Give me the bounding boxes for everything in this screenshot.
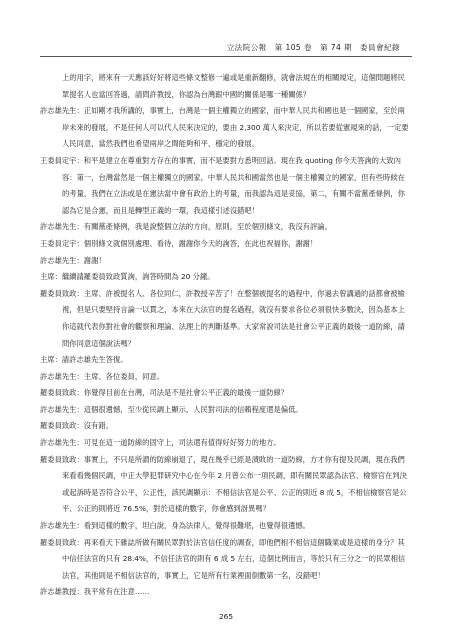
- transcript-paragraph: 許志雄先生：可見在這一道防線的固守上，司法還有值得好好努力的地方。: [40, 438, 281, 448]
- transcript-paragraph: 許志雄先生：謝謝！: [40, 255, 106, 265]
- transcript-paragraph: 羅委員致政：沒有錯。: [40, 421, 113, 431]
- transcript-paragraph: 許志雄先生：這個很遺憾，至少從民調上顯示，人民對司法的信賴程度還是偏低。: [40, 404, 303, 414]
- transcript-paragraph: 主席：繼續請羅委員致政質詢，詢答時間為 20 分鐘。: [40, 272, 215, 282]
- transcript-paragraph: 羅委員致政：主席、許被提名人、各位同仁，許教授辛苦了！在整個被提名的過程中，你過去曾講過的話都會被檢視，但是只要堅持言論一以貫之，本來在大法官的提名過程，就沒有要求各位必須很快多數決，因為基本上你這就代表你對社會的觀察和理論、法理上的判斷基準。大家常說司法是社會公平正義的最後一道防線，請問你同意這個說法嗎？: [40, 288, 405, 348]
- transcript-paragraph: 王委員定宇：個別條文就個別處理、看待，謝謝你今天的詢答，在此也祝福你，謝謝！: [40, 238, 318, 248]
- transcript-paragraph: 主席：請許志雄先生答復。: [40, 355, 128, 365]
- transcript-paragraph: 羅委員致政：你覺得目前在台灣，司法是不是社會公平正義的最後一道防線？: [40, 388, 289, 398]
- transcript-paragraph: 羅委員致政：事實上，不只是所謂的防線崩退了，現在幾乎已經是潰敗的一道防線，方才你有提及民調，現在我們來看看幾個民調，中正大學犯罪研究中心在今年 2 月曾公布一項民調，即有關民眾認為法官、檢察官在判決或起訴時是否符合公平，公正性，該民調顯示：不相信法官是公平、公正的則近 8 成 5，不相信檢察官是公平、公正的則將近 76.5%，對於這樣的數字，你會感到訝異嗎？: [40, 454, 407, 514]
- transcript-paragraph: 羅委員致政：再來看天下雜誌所做有關民眾對於法官信任度的調查，即他們相不相信這個職業或是這樣的身分？其中信任法官的只有 28.4%，不信任法官的則有 6 成 5 左右，這個比例而言，等於只有三分之一的民眾相信法官，其他則是不相信法官的，事實上，它是所有行業裡面倒數第一名，沒錯吧！: [40, 537, 406, 580]
- transcript-paragraph: 上的用字，將來有一天應該好好將這些條文整修一遍或是重新翻修，就會法規在的相關規定，這個問題將民眾提名人也當回答過，請問許教授，你認為台灣跟中國的關係是哪一種關係？: [62, 73, 405, 99]
- transcript-paragraph: 許志雄教授：我平常有在注意……: [40, 587, 150, 597]
- page-number: 265: [218, 612, 234, 621]
- page-header: 立法院公報 第 105 卷 第 74 期 委員會紀錄: [226, 43, 400, 52]
- transcript-paragraph: 王委員定宇：和平是建立在尊重對方存在的事實，而不是要對方悉明回話。現在我 quoting 你今天答詢的大致內容：第一，台灣當然是一個主權獨立的國家，中華人民共和國當然也是一個主權獨立的國家，但有些時候在的考量，我們在立法或是在憲法當中會有政治上的考量，而我認為這是妥協，第二，有關不當黨產條例，你認為它是合憲，而且是轉型正義的一環，我這樣引述沒錯吧！: [40, 155, 405, 215]
- transcript-paragraph: 許志雄先生：有關黨產條例，我是說整個立法的方向，原則，至於個別條文，我沒有評論。: [40, 222, 332, 232]
- transcript-paragraph: 許志雄先生：正如剛才我所講的，事實上，台灣是一個主權獨立的國家，而中華人民共和國也是一個國家，至於兩岸未來的發展，不是任何人可以代人民來決定的，要由 2,300 萬人來決定，所以若要從憲規來的話，一定要人民同意，當然我們也希望兩岸之間能夠和平、穩定的發展。: [40, 106, 409, 149]
- transcript-paragraph: 許志雄先生：主席、各位委員，同意。: [40, 371, 165, 381]
- transcript-body: [40, 70, 412, 601]
- transcript-paragraph: 許志雄先生：看到這樣的數字，坦白說，身為法律人，覺得很難堪，也覺得很遺憾。: [40, 521, 310, 531]
- header-divider: [40, 56, 412, 57]
